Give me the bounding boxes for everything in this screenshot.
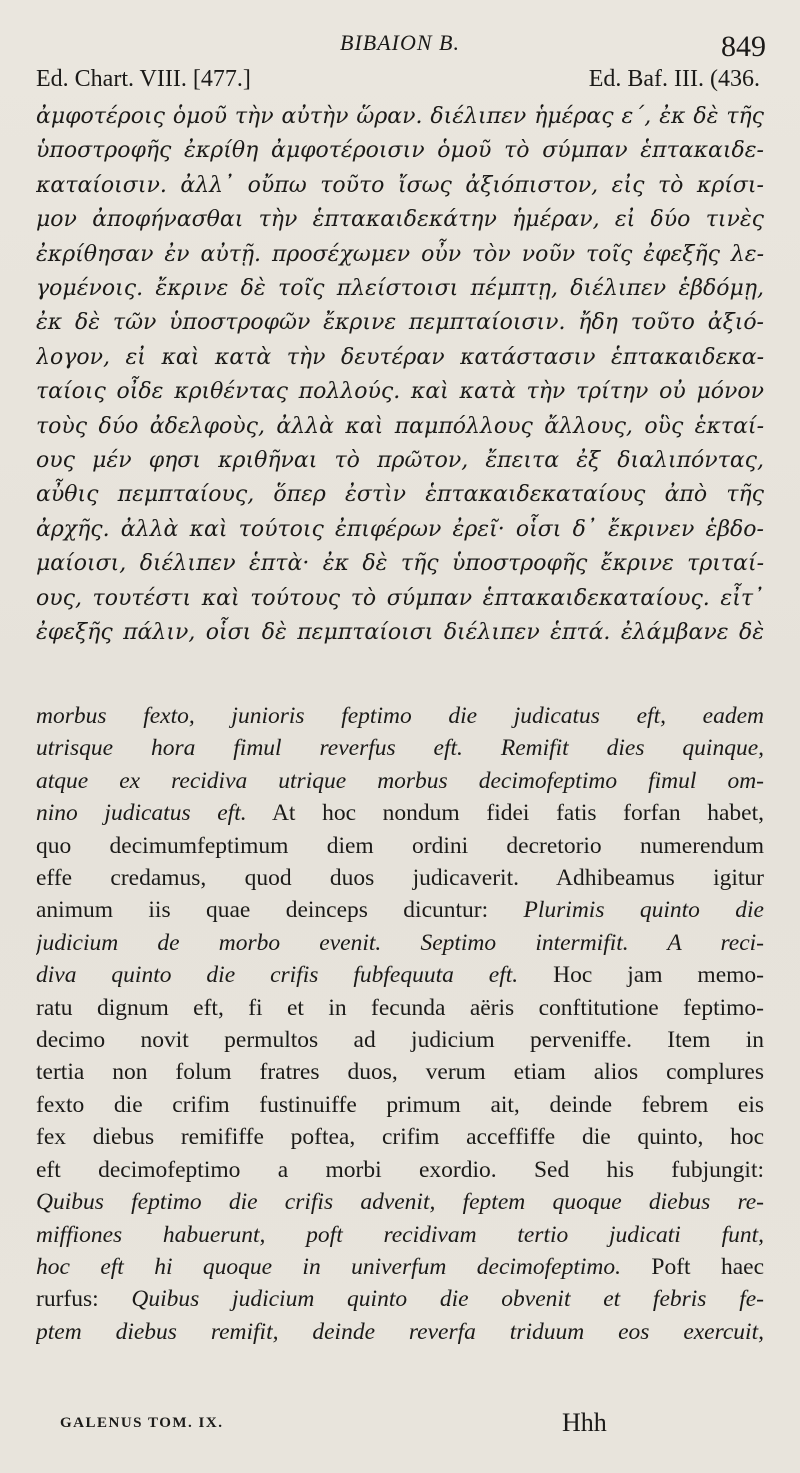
latin-roman-segment: fex diebus remififfe poftea, crifim acceffiffe die quinto, hoc [36, 1124, 764, 1151]
latin-line [36, 732, 764, 764]
greek-line: ἀμφοτέροις ὁμοῦ τὴν αὐτὴν ὥραν. διέλιπεν ἡμέρας ε΄, ἐκ δὲ τῆς [36, 104, 764, 129]
latin-italic-segment: nino judicatus eft. [36, 800, 247, 827]
latin-roman-segment: At hoc nondum fidei fatis forfan habet, [246, 800, 764, 827]
latin-line [36, 1283, 764, 1315]
latin-italic-segment: hoc eft hi quoque in univerfum decimofeptimo. [36, 1253, 621, 1280]
greek-line: ἐφεξῆς πάλιν, οἷσι δὲ πεμπταίοισι διέλιπεν ἑπτά. ἐλάμβανε δὲ [36, 620, 764, 646]
latin-roman-segment: eft decimofeptimo a morbi exordio. Sed his fubjungit: [36, 1156, 764, 1183]
greek-line: ους, τουτέστι καὶ τούτους τὸ σύμπαν ἑπτακαιδεκαταίους. εἶτ᾽ [36, 585, 764, 611]
latin-line [36, 1056, 764, 1088]
signature-mark: Hhh [562, 1408, 607, 1437]
greek-line: τοὺς δύο ἀδελφοὺς, ἀλλὰ καὶ παμπόλλους ἄλλους, οὓς ἑκταί- [36, 413, 764, 439]
latin-line [36, 862, 764, 894]
greek-line: γομένοις. ἔκρινε δὲ τοῖς πλείστοισι πέμπτῃ, διέλιπεν ἑβδόμῃ, [36, 276, 764, 302]
latin-italic-segment: Quibus judicium quinto die obvenit et febris fe- [131, 1286, 764, 1313]
latin-line [36, 992, 764, 1024]
latin-roman-segment: Poft haec [621, 1253, 764, 1280]
latin-italic-segment: miffiones habuerunt, poft recidivam tertio judicati funt, [36, 1221, 764, 1248]
latin-roman-segment: Hoc jam memo- [518, 962, 764, 989]
latin-roman-segment: animum iis quae deinceps dicuntur: [36, 897, 524, 924]
latin-italic-segment: Plurimis quinto die [523, 897, 764, 924]
signature-line: GALENUS TOM. IX. [60, 1415, 224, 1431]
page-number: 849 [721, 30, 766, 63]
latin-roman-segment: rurfus: [36, 1286, 132, 1313]
greek-line: μον ἀποφήνασθαι τὴν ἑπτακαιδεκάτην ἡμέραν, εἰ δύο τινὲς [36, 207, 764, 233]
greek-line: ἐκ δὲ τῶν ὑποστροφῶν ἔκρινε πεμπταίοισιν. ἤδη τοῦτο ἀξιό- [36, 310, 764, 336]
latin-line [36, 927, 764, 959]
greek-line: ταίοις οἶδε κριθέντας πολλούς. καὶ κατὰ τὴν τρίτην οὐ μόνον [36, 379, 764, 405]
latin-line [36, 1186, 764, 1218]
greek-line: ἐκρίθησαν ἐν αὐτῇ. προσέχωμεν οὖν τὸν νοῦν τοῖς ἐφεξῆς λε- [36, 241, 764, 267]
edition-reference-left: Ed. Chart. VIII. [477.] [36, 66, 251, 92]
latin-italic-segment: utrisque hora fimul reverfus eft. Remifit dies quinque, [36, 735, 764, 762]
latin-line [36, 765, 764, 797]
latin-line [36, 830, 764, 862]
greek-line: ἀρχῆς. ἀλλὰ καὶ τούτοις ἐπιφέρων ἐρεῖ· οἷσι δ᾽ ἔκρινεν ἑβδο- [36, 516, 764, 542]
latin-italic-segment: judicium de morbo evenit. Septimo intermifit. A reci- [36, 929, 764, 956]
greek-line: καταίοισιν. ἀλλ᾽ οὔπω τοῦτο ἴσως ἀξιόπιστον, εἰς τὸ κρίσι- [36, 172, 764, 198]
latin-line [36, 1154, 764, 1186]
latin-line [36, 1251, 764, 1283]
greek-line: μαίοισι, διέλιπεν ἑπτὰ· ἐκ δὲ τῆς ὑποστροφῆς ἔκρινε τριταί- [36, 551, 764, 577]
latin-line [36, 959, 764, 991]
latin-line [36, 1121, 764, 1153]
greek-line: ους μέν φησι κριθῆναι τὸ πρῶτον, ἔπειτα ἐξ διαλιπόντας, [36, 448, 764, 474]
latin-line [36, 1024, 764, 1056]
latin-line [36, 1316, 764, 1348]
latin-roman-segment: quo decimumfeptimum diem ordini decretorio numerendum [36, 832, 764, 859]
latin-text-block [36, 700, 764, 1348]
latin-roman-segment: decimo novit permultos ad judicium perveniffe. Item in [36, 1027, 764, 1054]
latin-line [36, 894, 764, 926]
latin-roman-segment: tertia non folum fratres duos, verum etiam alios complures [36, 1059, 764, 1086]
latin-line [36, 797, 764, 829]
latin-line [36, 700, 764, 732]
running-title: BIBAION B. [340, 30, 460, 55]
greek-line: αὖθις πεμπταίους, ὅπερ ἐστὶν ἑπτακαιδεκαταίους ἀπὸ τῆς [36, 482, 764, 508]
latin-italic-segment: atque ex recidiva utrique morbus decimofeptimo fimul om- [36, 767, 764, 794]
latin-line [36, 1219, 764, 1251]
latin-italic-segment: ptem diebus remifit, deinde reverfa triduum eos exercuit, [36, 1318, 764, 1345]
latin-roman-segment: fexto die crifim fustinuiffe primum ait, deinde febrem eis [36, 1091, 764, 1118]
latin-italic-segment: diva quinto die crifis fubfequuta eft. [36, 962, 519, 989]
latin-roman-segment: ratu dignum eft, fi et in fecunda aëris conftitutione feptimo- [36, 994, 764, 1021]
latin-italic-segment: morbus fexto, junioris feptimo die judicatus eft, eadem [36, 703, 764, 729]
greek-text-block [36, 100, 764, 651]
latin-roman-segment: effe credamus, quod duos judicaverit. Adhibeamus igitur [36, 865, 764, 892]
greek-line: λογον, εἰ καὶ κατὰ τὴν δευτέραν κατάστασιν ἑπτακαιδεκα- [36, 344, 764, 370]
latin-line [36, 1089, 764, 1121]
greek-line: ὑποστροφῆς ἐκρίθη ἀμφοτέροισιν ὁμοῦ τὸ σύμπαν ἑπτακαιδε- [36, 138, 764, 164]
latin-italic-segment: Quibus feptimo die crifis advenit, feptem quoque diebus re- [36, 1189, 764, 1216]
edition-reference-right: Ed. Baf. III. (436. [588, 66, 760, 92]
